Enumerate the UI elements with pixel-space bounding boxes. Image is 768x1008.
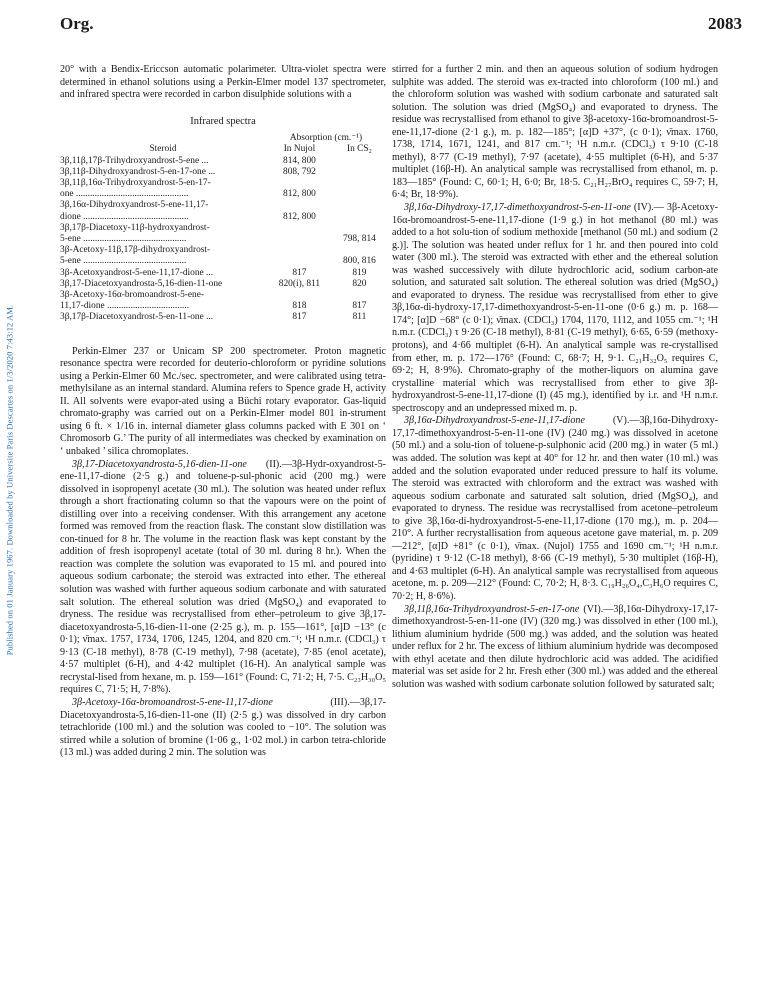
table-row — [60, 312, 386, 323]
table-row — [60, 178, 386, 189]
table-row — [60, 256, 386, 267]
table-title: Infrared spectra — [190, 115, 256, 127]
steroid-name: 5-ene ............................................ — [60, 256, 187, 267]
steroid-name: 3β,11β-Dihydroxyandrost-5-en-17-one ... — [60, 166, 216, 177]
steroid-name: 3β-Acetoxy-16α-bromoandrost-5-ene- — [60, 290, 205, 301]
compound-II-body: (II).—3β-Hydr-oxyandrost-5-ene-11,17-dione (2·5 g.) and toluene-p-sul-phonic acid (200 mg.) were dissolved in isopropenyl acetate (30 ml.). The solution was heated under reflux through a short fractionating column so that the vapours were on the point of distilling over into a receiving condenser. With this arrangement any acetone formed was removed from the reaction flask. The constant slow distillation was con-tinued for 8 hr. The volume in the reaction flask was kept constant by the addition of fresh isopropenyl acetate (total of 30 ml. during 8 hr.). When the reaction was complete the solution was evaporated to 15 ml. and poured into aqueous sodium carbonate; the steroid was extracted into ether. The ethereal solution was washed with further aqueous sodium carbonate and with saturated salt solution. The ethereal solution was dried (MgSO₄) and evaporated to dryness. The residue was recrystallised from ether–petroleum to give 3β,17-diacetoxyandrosta-5,16-dien-11-one (2·25 g.), m. p. 155—161°, [α]D −13° (c 0·1); ν̄max. 1757, 1734, 1706, 1245, 1204, and 820 cm.⁻¹; ¹H n.m.r. (CDCl₃) τ 9·13 (C-18 methyl), 8·78 (C-19 methyl), 7·98 (acetate), 7·85 (enol acetate), 4·57 multiplet (6-H), and 4·42 multiplet (16-H). An analytical sample was recrystal-lised from hexane, m. p. 159—161° (Found: C, 71·2; H, 7·5. C₂₃H₃₀O₅ requires C, 71·5; H, 7·8%). — [60, 458, 386, 696]
nujol-value — [266, 234, 333, 245]
empty-cell — [333, 223, 386, 234]
cs2-value — [333, 156, 386, 167]
empty-cell — [333, 290, 386, 301]
compound-VI-title: 3β,11β,16α-Trihydroxyandrost-5-en-17-one — [404, 603, 580, 615]
nujol-value: 817 — [292, 267, 307, 278]
compound-IV-paragraph — [392, 202, 718, 415]
nujol-value: 818 — [292, 301, 307, 312]
table-row — [60, 223, 386, 234]
nujol-value — [266, 256, 333, 267]
steroid-name: 3β,17β-Diacetoxy-11β-hydroxyandrost- — [60, 222, 210, 233]
compound-III-paragraph — [60, 697, 386, 760]
steroid-name: 5-ene ............................................ — [60, 234, 187, 245]
steroid-name: 3β,16α-Dihydroxyandrost-5-ene-11,17- — [60, 200, 209, 211]
infrared-spectra-table — [60, 133, 386, 323]
empty-cell — [266, 223, 333, 234]
empty-cell — [333, 245, 386, 256]
steroid-name: one ................................................ — [60, 189, 189, 200]
empty-cell — [266, 245, 333, 256]
steroid-name: 3β,17β-Diacetoxyandrost-5-en-11-one ... — [60, 312, 214, 323]
nujol-value: 817 — [292, 312, 307, 323]
journal-header: Org. — [60, 14, 94, 33]
steroid-header: Steroid — [149, 144, 177, 155]
steroid-name: 11,17-dione ................................... — [60, 301, 190, 312]
compound-IV-body: (IV).— 3β-Acetoxy-16α-bromoandrost-5-ene-11,17-dione (1·9 g.) in hot methanol (80 ml.) was added to a hot solu-tion of sodium methoxide [methanol (50 ml.) and sodium (2 g.)]. The solution was heated under reflux for 1 hr. and then poured into cold water (300 ml.). The steroid was extracted with ether and the ethereal solution was washed successively with dilute hydrochloric acid, sodium carbon-ate solution, and saturated salt solution. The ethereal solution was dried (MgSO₄) and evaporated to dryness. The residue was recrystallised from ether to give 3β,16α-di-hydroxy-17,17-dimethoxyandrost-5-en-11-one (0·6 g.) m. p. 168—174°; [α]D −68° (c 0·1); ν̄max. (CDCl₃) 1704, 1170, 1112, and 1055 cm.⁻¹; ¹H n.m.r. (CDCl₃) τ 9·26 (C-18 methyl), 8·81 (C-19 methyl), 6·65, 6·59 (methoxy-protons), and 4·66 multiplet (6-H). An analytical sample was re-crystallised from ether, m. p. 172—176° (Found: C, 68·7; H, 9·1. C₂₁H₃₂O₅ requires C, 69·2; H, 8·9%). Chromato-graphy of the mother-liquors on alumina gave crystalline material which was recrystallised from ether to give 3β-hydroxyandrost-5-ene-11,17-dione (I) (45 mg.), identified by i.r. and ¹H n.m.r. spectroscopy and an undepressed mixed m. p. — [392, 202, 718, 414]
absorption-header: Absorption (cm.⁻¹) — [289, 133, 363, 144]
cs2-value: 819 — [352, 267, 367, 278]
compound-V-paragraph — [392, 415, 718, 603]
table-row — [60, 290, 386, 301]
compound-IV-title: 3β,16α-Dihydroxy-17,17-dimethoxyandrost-5-en-11-one — [404, 202, 631, 214]
table-row — [60, 167, 386, 178]
steroid-name: 3β-Acetoxy-11β,17β-dihydroxyandrost- — [60, 245, 211, 256]
table-row — [60, 268, 386, 279]
steroid-name: 3β,17-Diacetoxyandrosta-5,16-dien-11-one — [60, 278, 223, 289]
cs2-value: 798, 814 — [343, 234, 376, 245]
table-row — [60, 301, 386, 312]
compound-VI-paragraph — [392, 604, 718, 692]
cs2-value: 817 — [352, 301, 367, 312]
table-row — [60, 245, 386, 256]
table-body — [60, 156, 386, 324]
cs2-header: In CS₂ — [347, 144, 372, 155]
left-column — [60, 64, 386, 760]
empty-cell — [266, 200, 333, 211]
nujol-value: 812, 800 — [283, 211, 316, 222]
cs2-value: 820 — [352, 278, 367, 289]
compound-VI-body: (VI).—3β,16α-Dihydroxy-17,17-dimethoxyandrost-5-en-11-one (IV) (320 mg.) was dissolved in ether (100 ml.), lithium aluminium hydride (500 mg.) was added, and the solution was heated under reflux for 2 hr. The excess of lithium aluminium hydride was decomposed with ethyl acetate and then dilute hydrochloric acid was added. The acidified material was set aside for 2 hr. Fresh ether (300 ml.) was added and the ethereal solution was washed with sodium carbonate solution followed by saturated salt; — [392, 603, 718, 690]
methods-paragraph: Perkin-Elmer 237 or Unicam SP 200 spectrometer. Proton magnetic resonance spectra were recorded for deuterio-chloroform or pyridine solutions using a Perkin-Elmer 60 Mc./sec. spectrometer, and were calibrated using tetra-methylsilane as an internal standard. Alumina refers to Spence grade H, activity II. All solvents were evapor-ated using a Büchi rotary evaporator. Gas-liquid chromato-graphy was carried out on a Perkin-Elmer model 801 in-strument using 6 ft. × 1/16 in. internal diameter glass columns packed with E 301 on ‘ Chromosorb G.’ The purity of all intermediates was checked by examination on ‘ unbaked ’ silica chromoplates. — [60, 345, 386, 458]
steroid-name: dione ............................................. — [60, 211, 189, 222]
compound-V-title: 3β,16α-Dihydroxyandrost-5-ene-11,17-dione — [404, 415, 585, 427]
table-row — [60, 279, 386, 290]
cs2-value: 800, 816 — [343, 256, 376, 267]
download-notice-text: Published on 01 January 1967. Downloaded by Universite Paris Descartes on 1/3/2020 7:43:12 AM. — [4, 304, 15, 656]
steroid-name: 3β-Acetoxyandrost-5-ene-11,17-dione ... — [60, 267, 214, 278]
steroid-name: 3β,11β,16α-Trihydroxyandrost-5-en-17- — [60, 178, 211, 188]
empty-cell — [333, 200, 386, 211]
empty-cell — [333, 178, 386, 189]
cs2-value — [333, 212, 386, 223]
intro-paragraph: 20° with a Bendix-Ericcson automatic polarimeter. Ultra-violet spectra were determined in ethanol solutions using a Perkin-Elmer model 137 spectrometer, and infrared spectra were recorded in carbon disulphide solutions with a — [60, 64, 386, 101]
table-row — [60, 156, 386, 167]
table-row — [60, 212, 386, 223]
download-notice — [2, 160, 16, 800]
page-number: 2083 — [708, 14, 742, 33]
nujol-value: 808, 792 — [283, 166, 316, 177]
nujol-value: 814, 800 — [283, 155, 316, 166]
compound-III-title: 3β-Acetoxy-16α-bromoandrost-5-ene-11,17-dione — [72, 696, 273, 708]
table-row — [60, 234, 386, 245]
table-row — [60, 200, 386, 211]
nujol-value: 812, 800 — [283, 189, 316, 200]
compound-II-paragraph — [60, 459, 386, 697]
empty-cell — [266, 290, 333, 301]
table-row — [60, 189, 386, 200]
steroid-name: 3β,11β,17β-Trihydroxyandrost-5-ene ... — [60, 155, 209, 166]
right-column — [392, 64, 718, 691]
cs2-value — [333, 167, 386, 178]
cs2-value: 811 — [352, 312, 367, 323]
empty-cell — [266, 178, 333, 189]
continued-paragraph: stirred for a further 2 min. and then an aqueous solution of sodium hydrogen sulphite was added. The steroid was ex-tracted into chloroform (100 ml.) and the chloroform solution was washed with sodium carbonate and saturated salt solution. The solution was dried (MgSO₄) and evaporated to dryness. The residue was recrystallised from ethanol to give 3β-acetoxy-16α-bromoandrost-5-ene-11,17-dione (2·1 g.), m. p. 182—185°; [α]D +37°, (c 0·1); ν̄max. 1760, 1738, 1714, 1671, 1241, and 817 cm.⁻¹; ¹H n.m.r. (CDCl₃) τ 9·10 (C-18 methyl), 8·77 (C-19 methyl), 7·97 (acetate), 4·55 multiplet (6-H), and 5·37 multiplet (16β-H). An analytical sample was recrystallised from ethanol, m. p. 183—185° (Found: C, 60·1; H, 6·0; Br, 18·5. C₂₁H₂₇BrO₄ requires C, 59·7; H, 6·4; Br, 18·9%). — [392, 64, 718, 201]
nujol-value: 820(i), 811 — [278, 278, 321, 289]
nujol-header: In Nujol — [283, 144, 316, 155]
cs2-value — [333, 189, 386, 200]
compound-V-body: (V).—3β,16α-Dihydroxy-17,17-dimethoxyandrost-5-en-11-one (IV) (240 mg.) was dissolved in acetone (50 ml.) and a solu-tion of toluene-p-sulphonic acid (200 mg.) in water (5 ml.) was added. The solution was kept at 40° for 12 hr. and then water (10 ml.) was added and the solution evaporated under reduced pressure to half its volume. The steroid was extracted with chloroform and the extract was washed with aqueous sodium carbonate and saturated salt solution, dried (MgSO₄), and evaporated to dryness. The residue was recrystallised from acetone–petroleum to give 3β,16α-di-hydroxyandrost-5-ene-11,17-dione (170 mg.), m. p. 204—210°. A further recrystallisation from aqueous acetone gave material, m. p. 209—212°, [α]D +81° (c 0·1), ν̄max. (Nujol) 1755 and 1690 cm.⁻¹; ¹H n.m.r. (pyridine) τ 9·12 (C-18 methyl), 8·66 (C-19 methyl), 5·30 multiplet (16β-H), and 4·63 multiplet (6-H). An analytical sample was recrystallised from aqueous acetone, m. p. 209—212° (Found: C, 70·2; H, 8·3. C₁₉H₂₆O₄,C₃H₆O requires C, 70·2; H, 8·6%). — [392, 415, 718, 602]
compound-II-title: 3β,17-Diacetoxyandrosta-5,16-dien-11-one — [72, 458, 247, 470]
compound-III-body: (III).—3β,17-Diacetoxyandrosta-5,16-dien-11-one (II) (2·5 g.) was dissolved in dry carbon tetrachloride (100 ml.) and the solution was cooled to −10°. The solution was stirred while a solution of bromine (1·06 g., 1·02 mol.) in carbon tetra-chloride (13 ml.) was added during 2 min. The solution was — [60, 696, 386, 759]
